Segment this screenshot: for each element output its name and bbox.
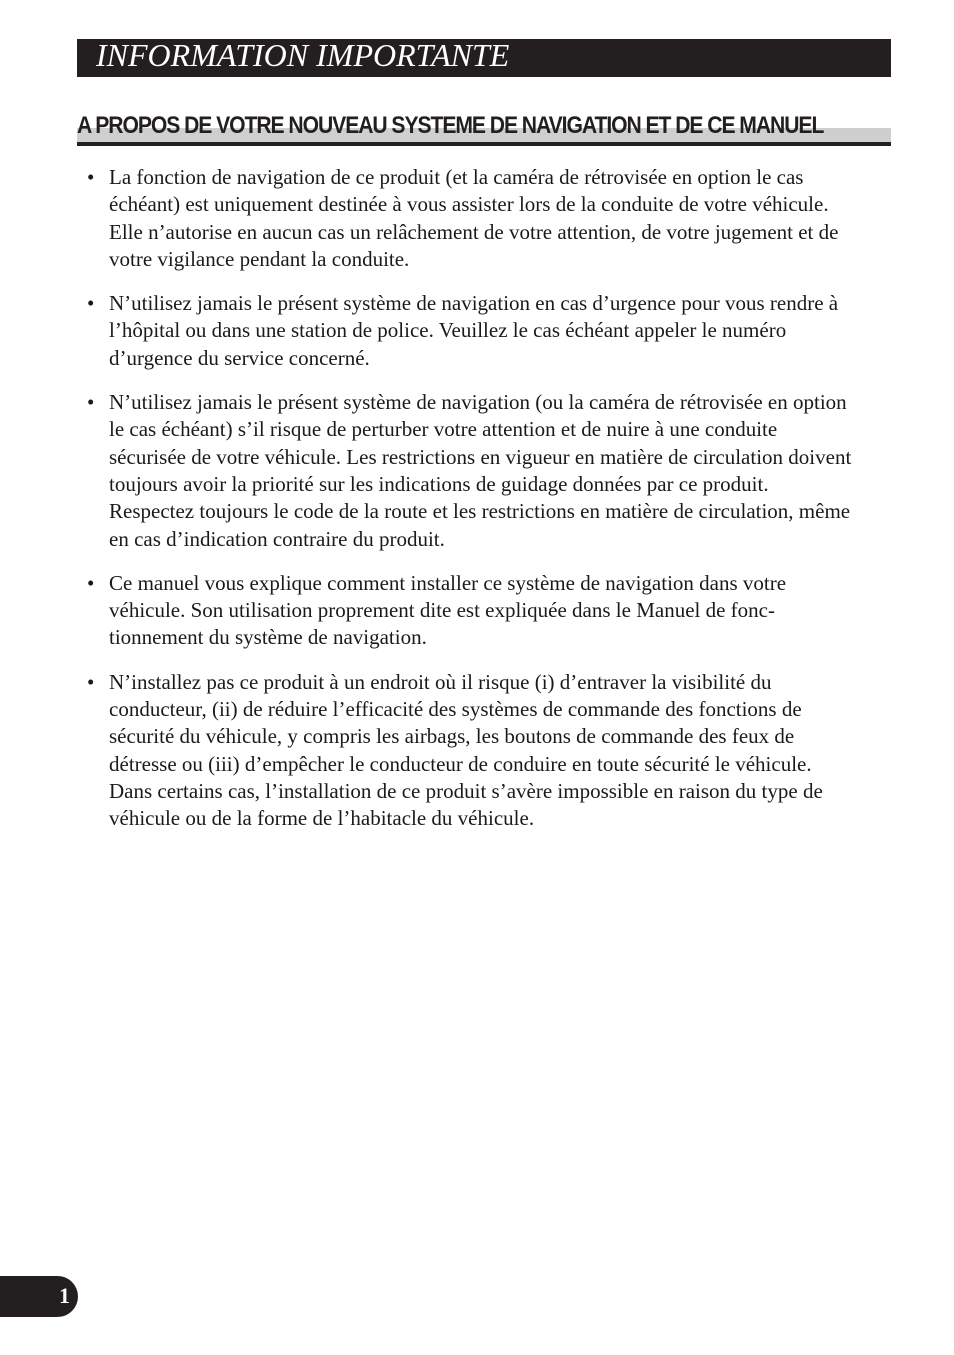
bullet-item (87, 669, 857, 833)
bullet-dot: • (87, 390, 95, 415)
page-number-tab (0, 1276, 78, 1317)
bullet-text: N’installez pas ce produit à un endroit où il risque (i) d’entraver la visibilité du conducteur, (ii) de réduire l’efficacité des systèmes de commande des fonctions de sécurité du véhicule, y compris les airbags, les boutons de commande des feux de détresse ou (iii) d’empêcher le conducteur de conduire en toute sécurité le véhicule. Dans certains cas, l’installation de ce produit s’avère impossible en raison du type de véhicule ou de la forme de l’habitacle du véhicule. (109, 669, 823, 831)
bullet-item (87, 570, 857, 652)
bullet-item (87, 389, 857, 553)
bullet-text: Ce manuel vous explique comment installer ce système de navigation dans votre véhicule. Son utilisation proprement dite est expliquée dans le Manuel de fonctionnement du système de navigation. (109, 570, 787, 650)
bullet-text: N’utilisez jamais le présent système de navigation en cas d’urgence pour vous rendre à l’hôpital ou dans une station de police. Veuillez le cas échéant appeler le numéro d’urgence du service concerné. (109, 291, 839, 370)
section-heading-rule (77, 142, 891, 146)
section-heading: A PROPOS DE VOTRE NOUVEAU SYSTEME DE NAVIGATION ET DE CE MANUEL (77, 112, 824, 139)
bullet-item (87, 164, 857, 273)
chapter-title-bar (77, 39, 891, 77)
bullet-dot: • (87, 165, 95, 189)
bullet-dot: • (87, 669, 95, 694)
page-number: 1 (59, 1283, 70, 1308)
chapter-title: INFORMATION IMPORTANTE (96, 37, 510, 73)
bullet-dot: • (87, 291, 95, 316)
bullet-text: N’utilisez jamais le présent système de navigation (ou la caméra de rétrovisée en option le cas échéant) s’il risque de perturber votre attention et de nuire à une conduite sécurisée de votre véhicule. Les restrictions en vigueur en matière de circulation doivent toujours avoir la priorité sur les indications de guidage données par ce produit. Respectez toujours le code de la route et les restrictions en matière de circulation, même en cas d’indication contraire du produit. (109, 390, 852, 551)
bullet-text: La fonction de navigation de ce produit (et la caméra de rétrovisée en option le cas échéant) est uniquement destinée à vous assister lors de la conduite de votre véhicule. Elle n’autorise en aucun cas un relâchement de votre attention, de votre jugement et de votre vigilance pendant la conduite. (109, 165, 839, 271)
bullet-list (87, 164, 857, 850)
bullet-dot: • (87, 570, 95, 595)
section-heading-block (77, 111, 891, 147)
bullet-item (87, 290, 857, 372)
